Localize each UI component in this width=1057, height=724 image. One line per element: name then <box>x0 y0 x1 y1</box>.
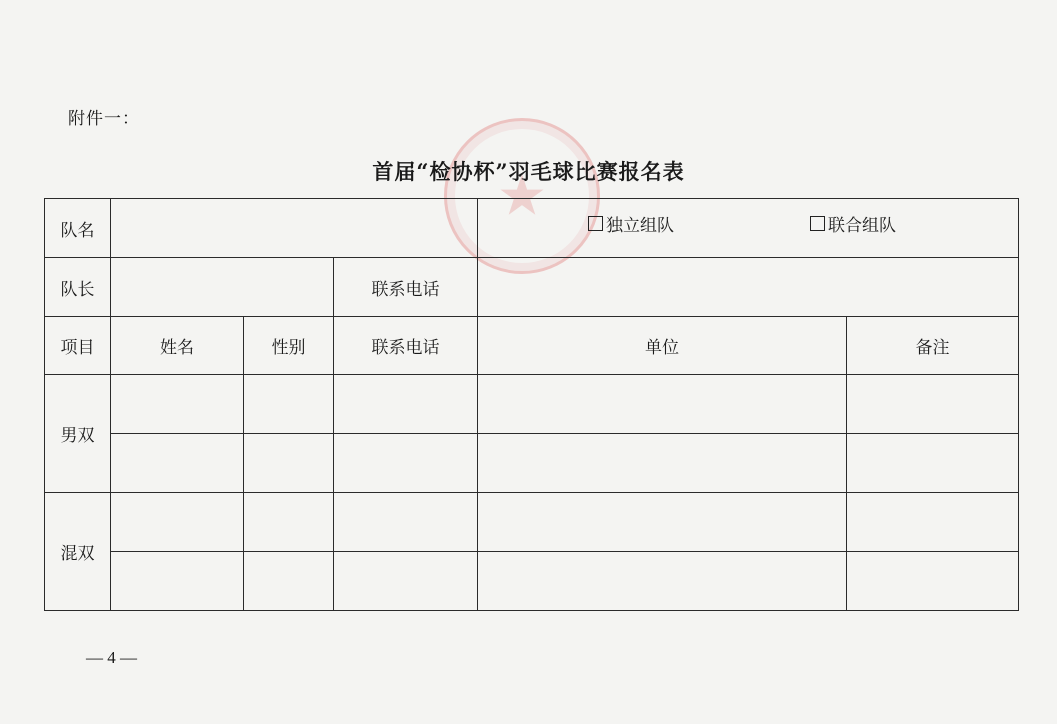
phone-cell[interactable] <box>334 375 478 434</box>
column-header-row <box>45 317 1019 375</box>
header-unit: 单位 <box>478 317 847 375</box>
table-row <box>45 434 1019 493</box>
header-name: 姓名 <box>111 317 244 375</box>
remarks-cell[interactable] <box>847 375 1019 434</box>
phone-cell[interactable] <box>334 552 478 611</box>
event-mixed-doubles: 混双 <box>45 493 111 611</box>
gender-cell[interactable] <box>244 552 334 611</box>
header-phone: 联系电话 <box>334 317 478 375</box>
name-cell[interactable] <box>111 434 244 493</box>
team-row <box>45 199 1019 258</box>
table-row <box>45 375 1019 434</box>
unit-cell[interactable] <box>478 552 847 611</box>
joint-team-option[interactable] <box>810 211 896 236</box>
name-cell[interactable] <box>111 552 244 611</box>
name-cell[interactable] <box>111 375 244 434</box>
table-row <box>45 493 1019 552</box>
gender-cell[interactable] <box>244 375 334 434</box>
checkbox-icon[interactable] <box>588 216 603 231</box>
phone-cell[interactable] <box>334 434 478 493</box>
table-row <box>45 552 1019 611</box>
captain-contact-label: 联系电话 <box>334 258 478 317</box>
team-name-field[interactable] <box>111 199 478 258</box>
header-remarks: 备注 <box>847 317 1019 375</box>
remarks-cell[interactable] <box>847 434 1019 493</box>
phone-cell[interactable] <box>334 493 478 552</box>
gender-cell[interactable] <box>244 434 334 493</box>
gender-cell[interactable] <box>244 493 334 552</box>
remarks-cell[interactable] <box>847 493 1019 552</box>
unit-cell[interactable] <box>478 434 847 493</box>
form-title: 首届“检协杯”羽毛球比赛报名表 <box>372 159 685 184</box>
team-type-options <box>478 199 1019 258</box>
remarks-cell[interactable] <box>847 552 1019 611</box>
unit-cell[interactable] <box>478 493 847 552</box>
attachment-label: 附件一： <box>68 109 140 129</box>
header-item: 项目 <box>45 317 111 375</box>
event-mens-doubles: 男双 <box>45 375 111 493</box>
joint-team-label: 联合组队 <box>828 216 897 236</box>
checkbox-icon[interactable] <box>810 216 825 231</box>
captain-row <box>45 258 1019 317</box>
independent-team-label: 独立组队 <box>606 216 675 236</box>
captain-field[interactable] <box>111 258 334 317</box>
header-gender: 性别 <box>244 317 334 375</box>
team-name-label: 队名 <box>45 199 111 258</box>
name-cell[interactable] <box>111 493 244 552</box>
page-number: — 4 — <box>86 648 137 667</box>
unit-cell[interactable] <box>478 375 847 434</box>
independent-team-option[interactable] <box>588 211 674 236</box>
captain-contact-field[interactable] <box>478 258 1019 317</box>
registration-table <box>44 198 1019 611</box>
captain-label: 队长 <box>45 258 111 317</box>
